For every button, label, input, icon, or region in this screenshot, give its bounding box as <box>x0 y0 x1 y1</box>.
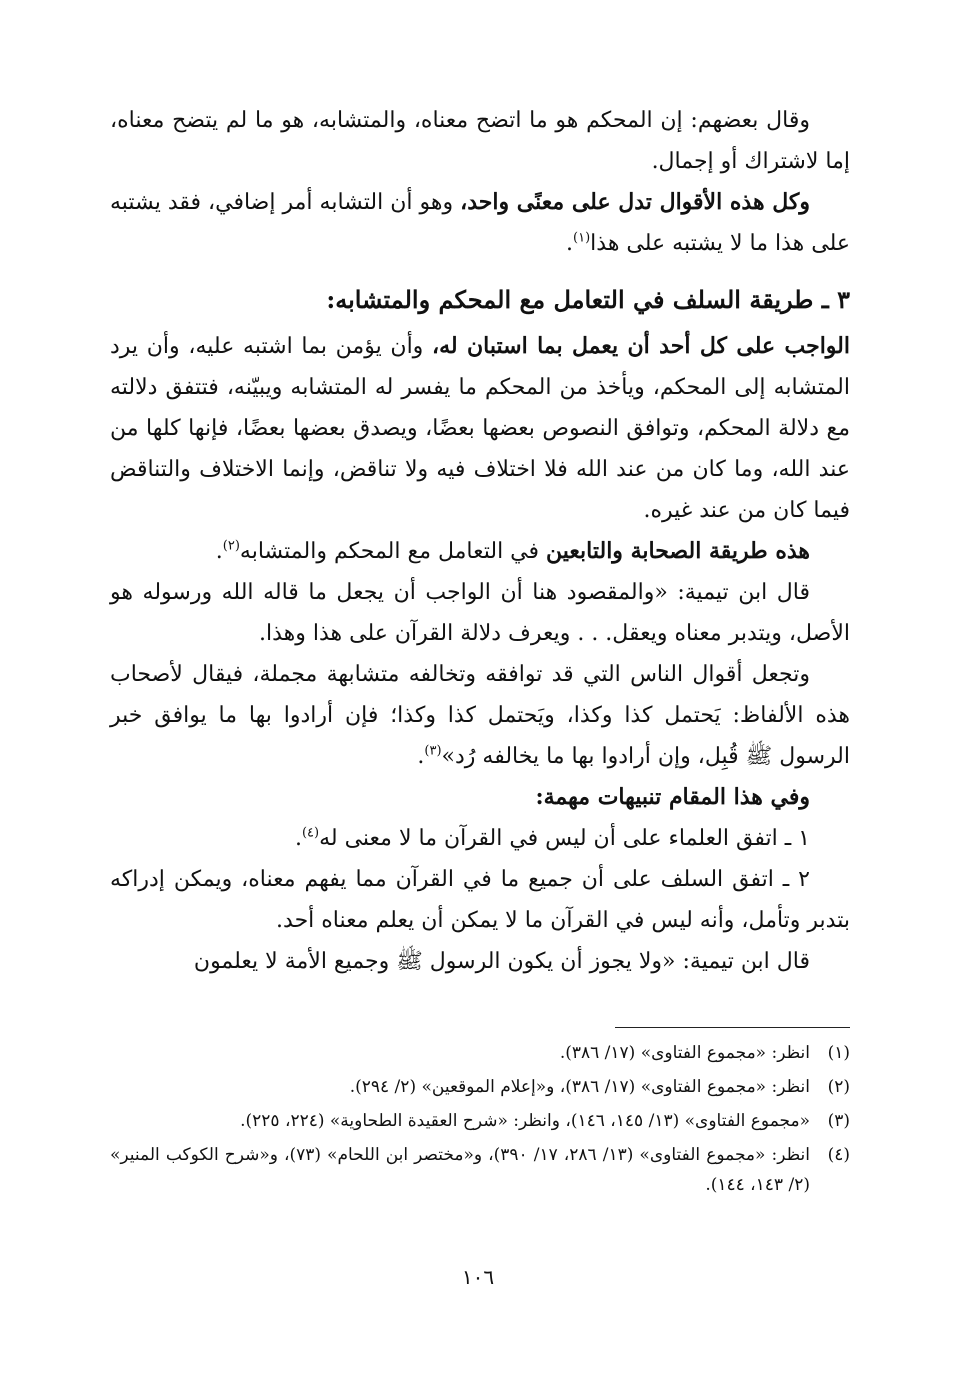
footnotes <box>110 1038 850 1204</box>
footnote-item <box>110 1038 850 1068</box>
footnote-text: انظر: «مجموع الفتاوى» (١٧/ ٣٨٦)، و«إعلام الموقعين» (٢/ ٢٩٤). <box>349 1077 810 1097</box>
paragraph-1: وقال بعضهم: إن المحكم هو ما اتضح معناه، والمتشابه، هو ما لم يتضح معناه، إما لاشتراك أو إجمال. <box>110 108 850 174</box>
footnote-item <box>110 1072 850 1102</box>
paragraph-6-text: وتجعل أقوال الناس التي قد توافقه وتخالفه متشابهة مجملة، فيقال لأصحاب هذه الألفاظ: يَحتمل كذا وكذا، ويَحتمل كذا وكذا؛ فإن أرادوا بها ما يوافق خبر الرسول ﷺ قُبِل، وإن أرادوا بها ما يخالفه رُد» <box>110 662 850 769</box>
footnote-item <box>110 1106 850 1136</box>
paragraph-3-text: وأن يؤمن بما اشتبه عليه، وأن يرد المتشابه إلى المحكم، ويأخذ من المحكم ما يفسر له المتشابه ويبيّنه، فتتفق دلالته مع دلالة المحكم، وتوافق النصوص بعضها بعضًا، ويصدق بعضها بعضًا، فإنها كلها من عند الله، وما كان من عند الله فلا اختلاف فيه ولا تناقض، وإنما الاختلاف والتناقض فيما كان من عند غيره. <box>110 334 850 523</box>
paragraph-2 <box>110 182 850 264</box>
paragraph-9: ٢ ـ اتفق السلف على أن جميع ما في القرآن مما يفهم معناه، ويمكن إدراكه بتدبر وتأمل، وأنه ليس في القرآن ما لا يمكن أن يعلم معناه أحد. <box>110 867 850 933</box>
paragraph-8 <box>110 818 850 859</box>
paragraph-6 <box>110 654 850 777</box>
paragraph-4 <box>110 531 850 572</box>
footnote-number: (٣) <box>827 1111 850 1131</box>
footnote-ref-4[interactable]: (٤) <box>301 825 320 841</box>
paragraph-3-bold: الواجب على كل أحد أن يعمل بما استبان له، <box>432 333 850 359</box>
paragraph-4-text: في التعامل مع المحكم والمتشابه <box>239 539 547 564</box>
paragraph-2-text: وهو أن التشابه أمر إضافي، فقد يشتبه على هذا ما لا يشتبه على هذا <box>110 190 850 256</box>
footnote-number: (٢) <box>827 1077 850 1097</box>
footnote-text: انظر: «مجموع الفتاوى» (١٧/ ٣٨٦). <box>559 1043 810 1063</box>
footnote-text: انظر: «مجموع الفتاوى» (١٣/ ٢٨٦، ١٧/ ٣٩٠)، و«مختصر ابن اللحام» (٧٣)، و«شرح الكوكب المنير» (٢/ ١٤٣، ١٤٤). <box>110 1145 810 1195</box>
main-text <box>110 100 850 982</box>
paragraph-2-bold: وكل هذه الأقوال تدل على معنًى واحد، <box>460 189 810 215</box>
paragraph-8-text: ١ ـ اتفق العلماء على أن ليس في القرآن ما لا معنى له <box>319 826 810 851</box>
footnote-ref-2[interactable]: (٢) <box>222 538 240 554</box>
paragraph-8-end: . <box>294 826 302 851</box>
footnote-ref-3[interactable]: (٣) <box>424 743 442 759</box>
footnote-item <box>110 1140 850 1200</box>
paragraph-10: قال ابن تيمية: «ولا يجوز أن يكون الرسول ﷺ وجميع الأمة لا يعلمون <box>193 949 810 974</box>
footnote-number: (١) <box>827 1043 850 1063</box>
footnote-divider <box>615 1027 850 1028</box>
footnote-ref-1[interactable]: (١) <box>573 230 591 246</box>
page-number: ١٠٦ <box>461 1265 495 1289</box>
paragraph-5: قال ابن تيمية: «والمقصود هنا أن الواجب أن يجعل ما قاله الله ورسوله هو الأصل، ويتدبر معناه ويعقل. . . ويعرف دلالة القرآن على هذا وهذا. <box>110 580 850 646</box>
paragraph-2-end: . <box>566 231 574 256</box>
paragraph-6-end: . <box>417 744 425 769</box>
footnote-text: «مجموع الفتاوى» (١٣/ ١٤٥، ١٤٦)، وانظر: «شرح العقيدة الطحاوية» (٢٢٤، ٢٢٥). <box>240 1111 810 1131</box>
paragraph-3 <box>110 326 850 531</box>
section-heading: ٣ ـ طريقة السلف في التعامل مع المحكم والمتشابه: <box>326 285 850 314</box>
paragraph-7: وفي هذا المقام تنبيهات مهمة: <box>535 784 810 810</box>
paragraph-4-bold: هذه طريقة الصحابة والتابعين <box>546 538 810 564</box>
footnote-number: (٤) <box>827 1145 850 1165</box>
paragraph-4-end: . <box>215 539 223 564</box>
